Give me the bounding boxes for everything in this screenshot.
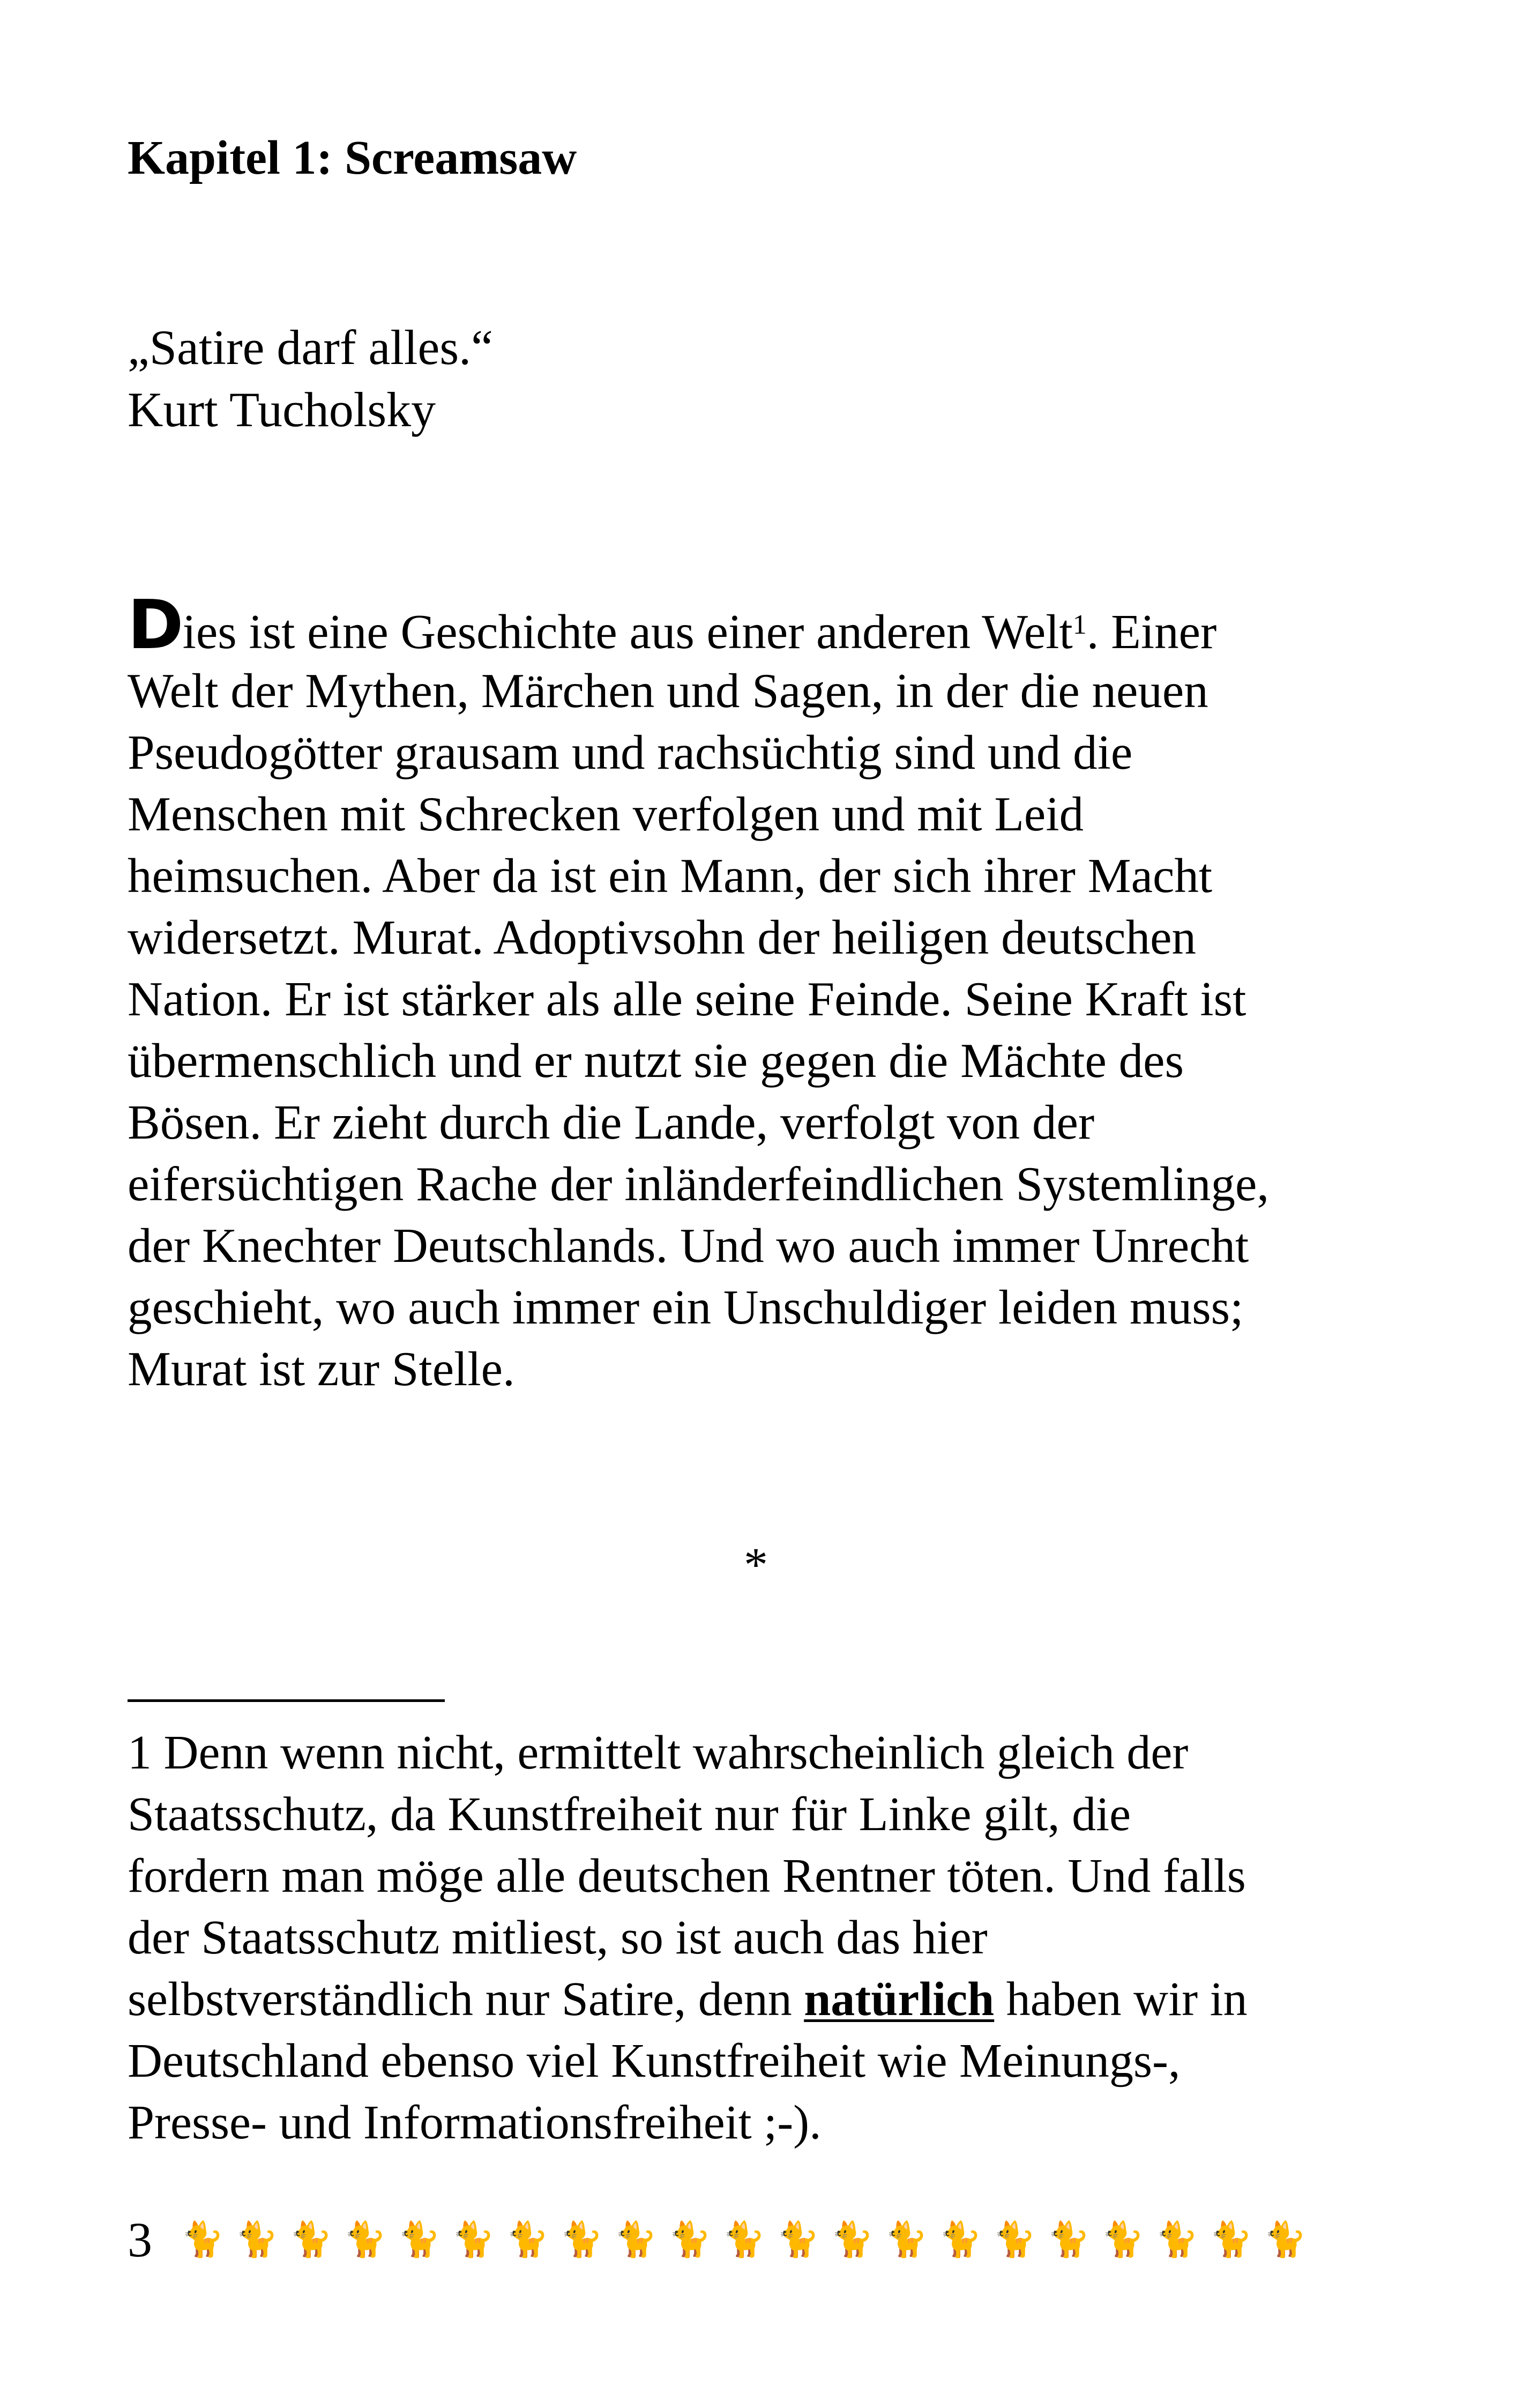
footnote-line: der Staatsschutz mitliest, so ist auch das hier (128, 1911, 988, 1964)
page-number: 3 (128, 2212, 152, 2267)
first-line-text: ies ist eine Geschichte aus einer anderen Welt (182, 605, 1073, 659)
cat-silhouette-icon: 🐈 (1210, 2220, 1252, 2260)
footnote-line: 1 Denn wenn nicht, ermittelt wahrscheinlich gleich der (128, 1726, 1189, 1779)
cat-silhouette-icon: 🐈 (885, 2220, 928, 2260)
cat-silhouette-icon: 🐈 (1155, 2220, 1198, 2260)
body-line: Pseudogötter grausam und rachsüchtig sind und die (128, 725, 1133, 779)
footnote (128, 1722, 1414, 2153)
footnote-line: fordern man möge alle deutschen Rentner töten. Und falls (128, 1849, 1246, 1902)
epigraph (128, 316, 493, 441)
cat-silhouette-icon: 🐈 (939, 2220, 982, 2260)
body-first-line (128, 585, 1414, 664)
body-line: Welt der Mythen, Märchen und Sagen, in der die neuen (128, 664, 1208, 718)
cat-silhouette-icon: 🐈 (993, 2220, 1036, 2260)
body-paragraph (128, 585, 1414, 1400)
epigraph-quote: „Satire darf alles.“ (128, 320, 493, 375)
cat-silhouette-icon: 🐈 (722, 2220, 765, 2260)
page-footer (128, 2208, 1318, 2272)
cat-silhouette-icon: 🐈 (344, 2220, 386, 2260)
section-separator: * (744, 1539, 768, 1592)
body-line: geschieht, wo auch immer ein Unschuldiger leiden muss; (128, 1280, 1244, 1334)
cat-silhouette-icon: 🐈 (1047, 2220, 1090, 2260)
first-line-tail: . Einer (1086, 605, 1217, 659)
body-line: Nation. Er ist stärker als alle seine Feinde. Seine Kraft ist (128, 972, 1246, 1026)
body-line: Bösen. Er zieht durch die Lande, verfolgt von der (128, 1095, 1095, 1149)
footnote-text: selbstverständlich nur Satire, denn (128, 1973, 804, 2026)
footnote-divider (128, 1699, 445, 1702)
body-line: widersetzt. Murat. Adoptivsohn der heiligen deutschen (128, 910, 1196, 964)
body-line: Menschen mit Schrecken verfolgen und mit Leid (128, 787, 1084, 841)
cat-silhouette-icon: 🐈 (614, 2220, 657, 2260)
footnote-line (128, 1968, 1414, 2030)
cat-silhouette-icon: 🐈 (452, 2220, 495, 2260)
epigraph-author: Kurt Tucholsky (128, 382, 436, 437)
cat-silhouette-icon: 🐈 (560, 2220, 603, 2260)
body-line: Murat ist zur Stelle. (128, 1342, 515, 1396)
footnote-emphasis: natürlich (804, 1973, 995, 2026)
drop-cap: D (128, 585, 183, 664)
cat-silhouette-icon: 🐈 (506, 2220, 549, 2260)
footnote-line: Presse- und Informationsfreiheit ;-). (128, 2096, 822, 2149)
body-line: übermenschlich und er nutzt sie gegen die Mächte des (128, 1034, 1184, 1088)
cat-silhouette-icon: 🐈 (235, 2220, 278, 2260)
chapter-title: Kapitel 1: Screamsaw (128, 131, 577, 184)
cat-silhouette-icon: 🐈 (777, 2220, 819, 2260)
cat-silhouette-icon: 🐈 (1101, 2220, 1144, 2260)
cat-silhouette-icon: 🐈 (668, 2220, 711, 2260)
body-line: eifersüchtigen Rache der inländerfeindlichen Systemlinge, (128, 1157, 1270, 1211)
footnote-reference[interactable]: 1 (1072, 610, 1087, 640)
footnote-line: Deutschland ebenso viel Kunstfreiheit wie Meinungs-, (128, 2034, 1181, 2087)
cat-silhouette-icon: 🐈 (398, 2220, 441, 2260)
footnote-line: Staatsschutz, da Kunstfreiheit nur für Linke gilt, die (128, 1788, 1131, 1841)
cat-silhouette-icon: 🐈 (1264, 2220, 1307, 2260)
cat-silhouette-icon: 🐈 (289, 2220, 332, 2260)
cat-silhouette-icon: 🐈 (831, 2220, 874, 2260)
body-line: heimsuchen. Aber da ist ein Mann, der sich ihrer Macht (128, 849, 1213, 903)
cat-silhouette-icon: 🐈 (181, 2220, 224, 2260)
cat-ornament-row (181, 2218, 1318, 2261)
footnote-text: haben wir in (994, 1973, 1248, 2026)
body-line: der Knechter Deutschlands. Und wo auch immer Unrecht (128, 1218, 1249, 1273)
